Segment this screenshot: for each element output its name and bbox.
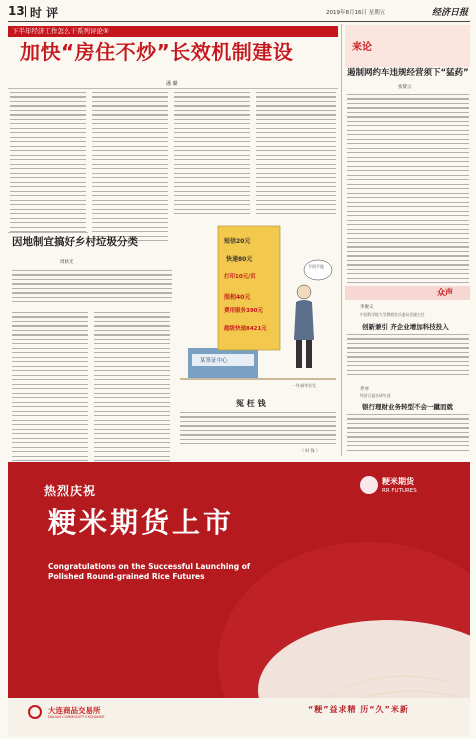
cartoon-credit: 一坪/新华社发 (292, 383, 317, 388)
cartoon-byline: （ 时 锋 ） (300, 448, 320, 453)
cartoon-bubble-text: 不用不选 (308, 264, 324, 269)
zs2-affiliation: 经济日报社研究部 (360, 393, 391, 398)
ad-slogan: “粳”益求精 历“久”米新 (308, 705, 409, 714)
rice-futures-ad (8, 462, 470, 736)
dce-name-cn: 大连商品交易所 (48, 706, 101, 715)
page-header (8, 4, 470, 20)
article2-author: 周狄光 (60, 260, 74, 265)
right-top-author: 张黎云 (398, 85, 412, 90)
zs2-headline: 银行理财业务转型不会一蹴而就 (362, 403, 453, 411)
cartoon-title: 冤 枉 钱 (236, 399, 266, 408)
cartoon-shop-sign: 某签证中心 (200, 358, 228, 364)
cartoon-receipt-item: 短信20元 (224, 238, 251, 245)
cartoon-receipt-item: 超级快递8421元 (224, 326, 267, 332)
lead-body-col1 (10, 92, 86, 232)
cartoon-receipt-item: 照相40元 (224, 294, 251, 301)
article2-body-col1 (12, 270, 172, 308)
zs2-author: 乔亦 (360, 387, 369, 392)
rr-futures-logo-en: RR FUTURES (382, 488, 417, 494)
ad-english: Congratulations on the Successful Launching of Polished Round-grained Rice Futures (48, 562, 251, 581)
cartoon-receipt-item: 打印10元/页 (224, 274, 256, 280)
zs2-body (347, 414, 469, 456)
section-name: 时 评 (30, 6, 59, 20)
zs1-author: 李俊义 (360, 305, 374, 310)
zs1-headline: 创新兼引 齐企业增加科技投入 (362, 323, 449, 331)
right-column-divider (341, 24, 342, 456)
header-rule (8, 21, 470, 22)
zs1-body (347, 334, 469, 382)
ad-title-big: 粳米期货上市 (48, 506, 235, 539)
cartoon-receipt-item: 费用服务390元 (224, 308, 263, 314)
rr-futures-logo-mark (360, 476, 378, 494)
cartoon (180, 222, 336, 394)
lailun-label: 来论 (352, 42, 372, 53)
lead-rule (8, 88, 338, 89)
masthead-logo: 经济日报 (432, 8, 469, 18)
lead-headline: 加快“房住不炒”长效机制建设 (20, 40, 294, 64)
rr-futures-logo-cn: 粳米期货 (382, 477, 414, 486)
issue-date: 2019年8月16日 星期五 (326, 10, 386, 16)
right-top-body (347, 94, 469, 290)
zhongsheng-label: 众声 (437, 288, 453, 297)
article2-rule (8, 232, 88, 233)
series-banner: 下半年经济工作怎么干系列评论⑤ (8, 26, 338, 37)
ad-decoration (8, 462, 470, 736)
article2-headline: 因地制宜搞好乡村垃圾分类 (12, 236, 138, 248)
dce-logo-icon (28, 705, 42, 719)
lead-body-col3 (174, 92, 250, 218)
ad-title-small: 热烈庆祝 (44, 484, 97, 498)
cartoon-receipt-item: 快递80元 (226, 256, 253, 263)
header-divider-bar (25, 6, 26, 17)
lead-body-col4 (256, 92, 336, 218)
dce-name-en: DALIAN COMMODITY EXCHANGE (48, 715, 105, 719)
lead-body-col2 (92, 92, 168, 242)
lead-author: 潘 璐 (166, 81, 178, 87)
zs1-affiliation: 中国科学院大学教授会员委员会副主任 (360, 312, 425, 317)
right-top-headline: 遏制网约车违规经营须下“猛药” (347, 68, 469, 78)
page-number: 13 (8, 4, 25, 18)
